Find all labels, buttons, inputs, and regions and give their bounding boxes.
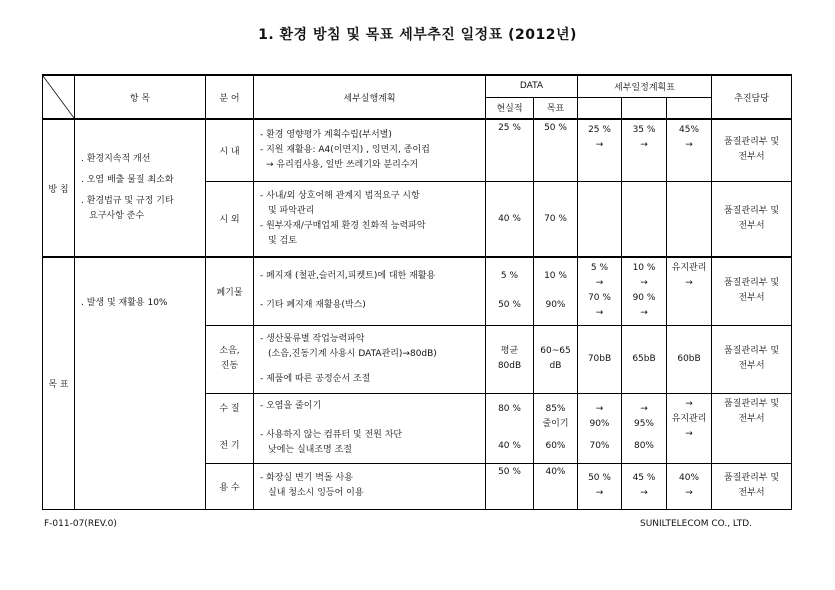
plan-line: (소음,진동기계 사용시 DATA관리)→80dB) <box>268 348 437 359</box>
owner-line: 전부서 <box>738 152 765 163</box>
header-p2 <box>622 97 667 119</box>
progress-value: 유지관리 <box>671 413 707 424</box>
header-data-target: 목표 <box>534 97 578 119</box>
target-cell <box>534 257 578 325</box>
policy-items <box>75 119 206 257</box>
arrow-icon: → <box>685 278 693 288</box>
target-cell: 50 % <box>534 119 578 181</box>
current-cell <box>486 393 534 463</box>
progress-value: 90 % <box>632 293 656 304</box>
target-cell: 40% <box>534 463 578 509</box>
owner-cell <box>712 393 792 463</box>
plan-line: - 원부자재/구매업체 환경 친화적 능력파악 <box>260 220 426 231</box>
arrow-icon: → <box>640 404 648 414</box>
goal-item: . 발생 및 재활용 10% <box>81 298 168 308</box>
progress-value: 45% <box>679 125 700 135</box>
progress-cell <box>667 463 712 509</box>
header-p3 <box>667 97 712 119</box>
progress-cell <box>578 393 622 463</box>
plan-cell <box>254 119 486 181</box>
plan-cell <box>254 257 486 325</box>
current-cell <box>486 257 534 325</box>
progress-cell <box>667 119 712 181</box>
progress-cell: 70bB <box>578 325 622 393</box>
category-cell: 용 수 <box>206 463 254 509</box>
progress-cell <box>578 119 622 181</box>
owner-line: 품질관리부 및 <box>724 205 780 216</box>
progress-value: 50 % <box>588 473 611 483</box>
progress-value: 유지관리 <box>671 263 707 273</box>
owner-cell <box>712 119 792 181</box>
plan-line: - 사내/외 상호어해 관계지 법적요구 시항 <box>260 190 420 201</box>
progress-cell <box>622 463 667 509</box>
table-row <box>43 257 792 325</box>
owner-line: 품질관리부 및 <box>724 137 780 148</box>
owner-line: 전부서 <box>738 361 765 371</box>
form-number: F-011-07(REV.0) <box>44 519 117 529</box>
plan-cell <box>254 325 486 393</box>
header-plan: 세부실행계획 <box>254 75 486 119</box>
progress-value: 45 % <box>632 473 656 483</box>
plan-line: - 환경 영향평가 계획수립(부서별) <box>260 129 392 140</box>
arrow-icon: → <box>640 308 648 319</box>
arrow-icon: → <box>595 488 604 498</box>
progress-value: 70 % <box>588 293 611 304</box>
owner-line: 전부서 <box>738 488 765 498</box>
target-value: 줄이기 <box>542 419 569 429</box>
progress-cell <box>622 119 667 181</box>
plan-cell <box>254 181 486 257</box>
policy-item: 요구사항 준수 <box>89 211 145 221</box>
progress-cell <box>578 181 622 257</box>
progress-value: 5 % <box>590 263 609 274</box>
plan-line: 실내 청소시 잉등어 이용 <box>268 488 364 498</box>
policy-item: . 환경지속적 개선 <box>81 154 151 164</box>
category-cell: 시 내 <box>206 119 254 181</box>
category-line: 수 질 <box>219 404 240 414</box>
header-data: DATA <box>486 75 578 97</box>
owner-cell <box>712 257 792 325</box>
target-cell <box>534 325 578 393</box>
owner-line: 전부서 <box>738 413 765 424</box>
current-value: 80 % <box>498 404 521 414</box>
arrow-icon: → <box>685 398 693 409</box>
progress-cell <box>622 181 667 257</box>
progress-value: 25 % <box>588 125 611 135</box>
target-cell <box>534 393 578 463</box>
arrow-icon: → <box>595 278 604 289</box>
progress-value: 95% <box>633 419 654 429</box>
arrow-icon: → <box>685 488 693 498</box>
owner-line: 품질관리부 및 <box>724 346 780 356</box>
arrow-icon: → <box>640 140 648 150</box>
header-item: 항 목 <box>75 75 206 119</box>
plan-cell <box>254 463 486 509</box>
progress-value: 35 % <box>632 125 656 135</box>
goal-items <box>75 257 206 509</box>
plan-line: - 기타 폐지재 재활용(박스) <box>260 300 366 311</box>
current-value: 40 % <box>498 441 521 451</box>
policy-item: . 환경법규 및 규정 기타 <box>81 196 174 206</box>
group-goal: 목 표 <box>43 257 75 509</box>
arrow-icon: → <box>640 278 648 289</box>
plan-line: 낮에는 실내조명 조절 <box>268 444 352 455</box>
current-cell: 50 % <box>486 463 534 509</box>
owner-cell <box>712 181 792 257</box>
progress-cell <box>667 393 712 463</box>
corner-cell <box>43 75 75 119</box>
group-policy: 방 침 <box>43 119 75 257</box>
progress-cell: 60bB <box>667 325 712 393</box>
arrow-icon: → <box>685 428 693 439</box>
progress-cell <box>578 257 622 325</box>
owner-line: 품질관리부 및 <box>724 398 780 409</box>
progress-value: 10 % <box>632 263 656 274</box>
plan-line: - 폐지재 (철판,슬러지,피켓트)에 대한 재활용 <box>260 271 436 282</box>
progress-value: 90% <box>589 419 610 429</box>
target-value: dB <box>549 361 562 371</box>
current-value: 평균 <box>500 346 519 356</box>
plan-line: - 화장실 변기 벽돌 사용 <box>260 473 353 483</box>
current-cell: 40 % <box>486 181 534 257</box>
category-cell: 시 외 <box>206 181 254 257</box>
progress-cell: 65bB <box>622 325 667 393</box>
plan-line: 및 파악관리 <box>268 205 315 216</box>
plan-line: - 생산물류별 작업능력파악 <box>260 333 365 344</box>
policy-item: . 오염 배출 물질 최소화 <box>81 175 174 185</box>
plan-line: → 유리컵사용, 일반 쓰레기와 분리수거 <box>266 159 419 170</box>
arrow-icon: → <box>595 404 604 414</box>
current-cell: 25 % <box>486 119 534 181</box>
header-owner: 추진담당 <box>712 75 792 119</box>
current-cell <box>486 325 534 393</box>
current-value: 50 % <box>498 300 521 311</box>
category-line: 소음, <box>219 346 240 356</box>
target-value: 90% <box>545 300 566 311</box>
target-value: 10 % <box>544 271 567 282</box>
header-data-current: 현실적 <box>486 97 534 119</box>
category-cell: 폐기물 <box>206 257 254 325</box>
owner-line: 품질관리부 및 <box>724 473 780 483</box>
category-cell <box>206 325 254 393</box>
header-progress: 세부일정계획표 <box>578 75 712 97</box>
progress-value: 40% <box>679 473 700 483</box>
category-line: 전 기 <box>219 441 240 451</box>
plan-line: 및 검토 <box>268 235 297 246</box>
target-value: 85% <box>545 404 566 414</box>
current-value: 5 % <box>500 271 519 282</box>
progress-value: 80% <box>633 441 654 451</box>
owner-cell <box>712 463 792 509</box>
target-cell: 70 % <box>534 181 578 257</box>
header-category: 분 어 <box>206 75 254 119</box>
progress-cell <box>667 257 712 325</box>
progress-cell <box>622 393 667 463</box>
category-line: 진동 <box>220 361 239 371</box>
plan-cell <box>254 393 486 463</box>
page-title: 1. 환경 방침 및 목표 세부추진 일정표 (2012년) <box>258 27 577 43</box>
plan-line: - 지원 재활용: A4(이면지) , 잉면지, 종이컵 <box>260 144 430 155</box>
plan-line: - 제품에 따른 공정순서 조절 <box>260 373 371 384</box>
arrow-icon: → <box>595 308 604 319</box>
progress-cell <box>578 463 622 509</box>
target-value: 60% <box>545 441 566 451</box>
table-row <box>43 119 792 181</box>
category-cell <box>206 393 254 463</box>
schedule-table <box>42 74 792 510</box>
current-value: 80dB <box>497 361 522 371</box>
arrow-icon: → <box>595 140 604 150</box>
plan-line: - 오염을 줄이기 <box>260 400 322 411</box>
arrow-icon: → <box>685 140 693 150</box>
progress-cell <box>622 257 667 325</box>
progress-cell <box>667 181 712 257</box>
header-p1 <box>578 97 622 119</box>
company-name: SUNILTELECOM CO., LTD. <box>640 519 752 529</box>
owner-line: 전부서 <box>738 293 765 304</box>
progress-value: 70% <box>589 441 610 451</box>
owner-line: 전부서 <box>738 220 765 231</box>
owner-line: 품질관리부 및 <box>724 278 780 289</box>
plan-line: - 사용하지 않는 컴퓨터 및 전원 차단 <box>260 429 403 440</box>
arrow-icon: → <box>640 488 648 498</box>
target-value: 60~65 <box>540 346 571 356</box>
owner-cell <box>712 325 792 393</box>
